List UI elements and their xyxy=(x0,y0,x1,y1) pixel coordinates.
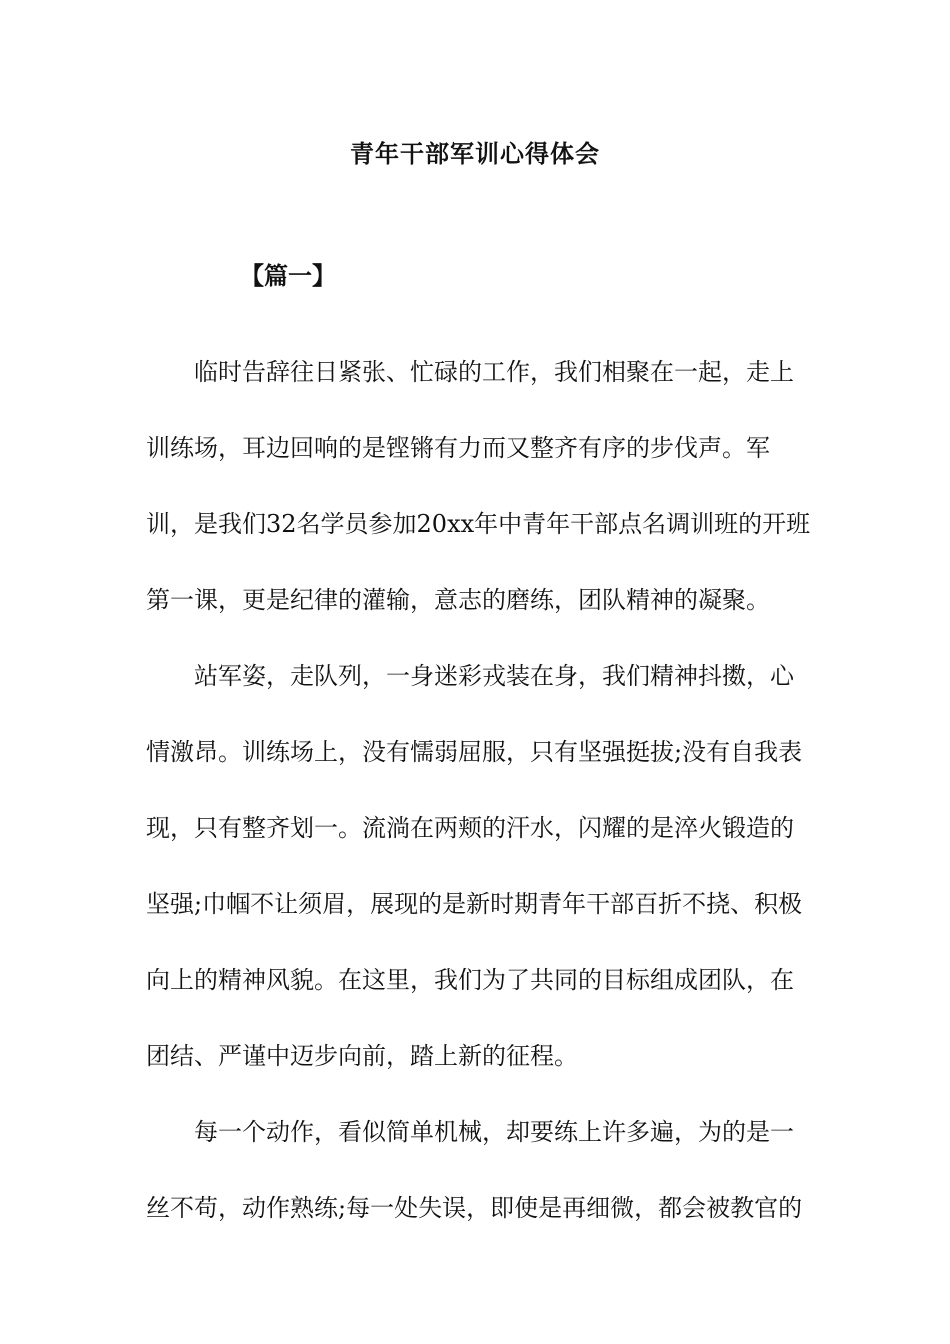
section-label: 【篇一】 xyxy=(240,261,336,290)
paragraph: 站军姿，走队列，一身迷彩戎装在身，我们精神抖擞，心情激昂。训练场上，没有懦弱屈服，只有坚强挺拔;没有自我表现，只有整齐划一。流淌在两颊的汗水，闪耀的是淬火锻造的坚强;巾帼不让须眉，展现的是新时期青年干部百折不挠、积极向上的精神风貌。在这里，我们为了共同的目标组成团队，在团结、严谨中迈步向前，踏上新的征程。 xyxy=(146,662,803,1070)
paragraph: 每一个动作，看似简单机械，却要练上许多遍，为的是一丝不苟，动作熟练;每一处失误，即使是再细微，都会被教官的 xyxy=(146,1118,803,1222)
paragraph: 临时告辞往日紧张、忙碌的工作，我们相聚在一起，走上训练场，耳边回响的是铿锵有力而又整齐有序的步伐声。军训，是我们32名学员参加20xx年中青年干部点名调训班的开班第一课，更是纪律的灌输，意志的磨练，团队精神的凝聚。 xyxy=(146,358,811,614)
document-title: 青年干部军训心得体会 xyxy=(350,139,600,168)
document-body xyxy=(146,334,811,1246)
